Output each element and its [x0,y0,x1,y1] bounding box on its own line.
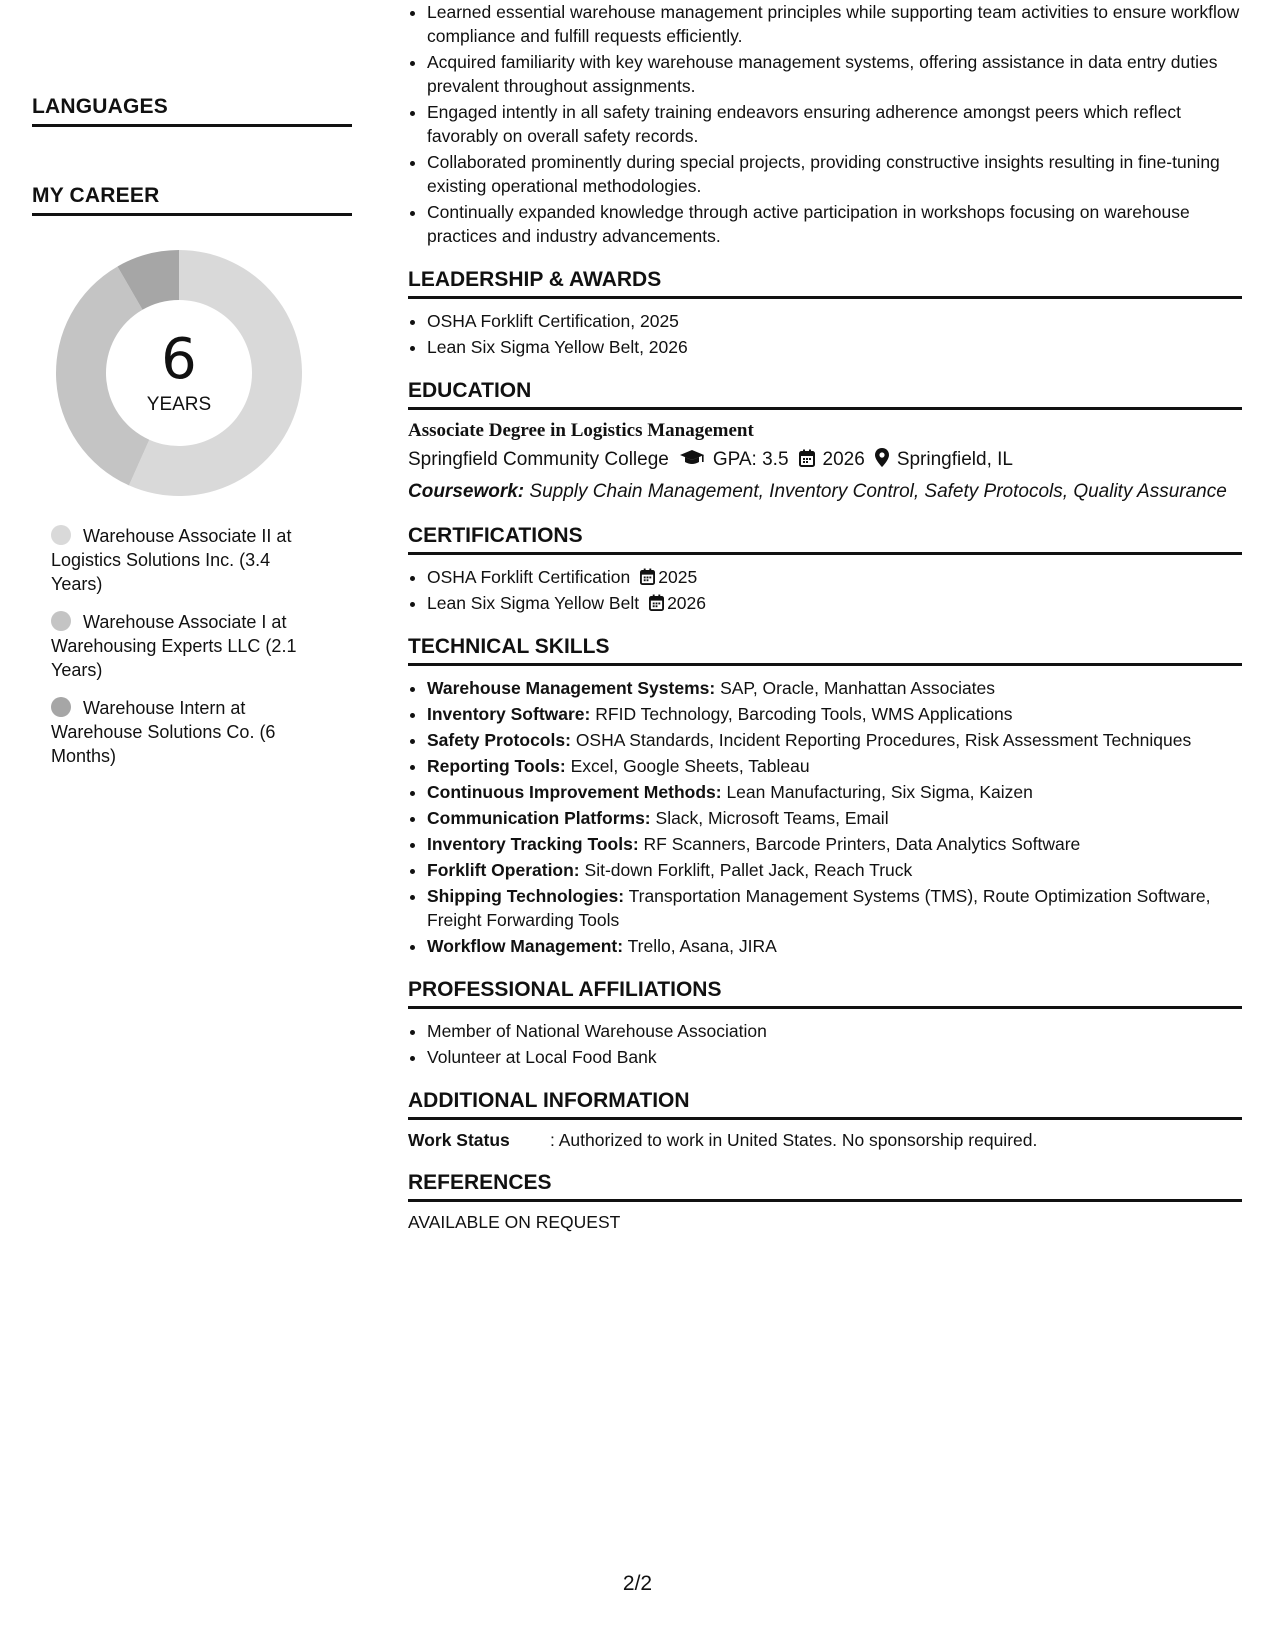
skill-label: Continuous Improvement Methods: [427,782,722,802]
leadership-item: • OSHA Forklift Certification, 2025 [427,309,1242,333]
career-donut-chart [54,248,304,498]
career-legend-label: Warehouse Associate II at Logistics Solutions Inc. (3.4 Years) [51,526,292,594]
education-coursework [408,480,1242,504]
additional-info-heading: ADDITIONAL INFORMATION [408,1089,1242,1120]
education-location: Springfield, IL [896,449,1013,470]
work-status-label: Work Status [408,1130,510,1150]
skill-label: Inventory Tracking Tools: [427,834,639,854]
work-status [408,1130,1242,1151]
education-details [408,448,1242,473]
work-status-value: : Authorized to work in United States. No sponsorship required. [550,1130,1038,1150]
skill-label: Shipping Technologies: [427,886,625,906]
experience-bullets [408,0,1242,248]
career-legend [51,524,321,768]
skill-item [427,884,1242,932]
skill-label: Safety Protocols: [427,730,571,750]
skill-value: Lean Manufacturing, Six Sigma, Kaizen [726,782,1033,802]
legend-dot-icon [51,611,71,631]
experience-bullet: • Continually expanded knowledge through active participation in workshops focusing on warehouse practices and industry advancements. [427,200,1242,248]
education-degree: Associate Degree in Logistics Management [408,420,754,441]
certification-year: 2025 [658,567,698,587]
calendar-icon [640,568,655,585]
graduation-cap-icon [679,449,705,473]
skill-item [427,702,1242,726]
skill-item [427,728,1242,752]
skill-value: Transportation Management Systems (TMS), Route Optimization Software, Freight Forwarding Tools [427,886,1211,930]
certification-item [427,591,1242,615]
leadership-heading: LEADERSHIP & AWARDS [408,268,1242,299]
main-content [408,0,1242,1233]
education-gpa: GPA: 3.5 [712,449,789,470]
skill-item [427,832,1242,856]
skill-value: RF Scanners, Barcode Printers, Data Analytics Software [643,834,1081,854]
skill-item [427,934,1242,958]
coursework-label: Coursework: [408,481,525,502]
affiliations-heading: PROFESSIONAL AFFILIATIONS [408,978,1242,1009]
skill-value: Sit-down Forklift, Pallet Jack, Reach Truck [584,860,913,880]
coursework-value: Supply Chain Management, Inventory Control, Safety Protocols, Quality Assurance [529,481,1227,502]
leadership-item: • Lean Six Sigma Yellow Belt, 2026 [427,335,1242,359]
page-number: 2/2 [622,1572,653,1595]
certification-year: 2026 [667,593,707,613]
certification-name: Lean Six Sigma Yellow Belt [427,593,640,613]
experience-bullet: • Collaborated prominently during special projects, providing constructive insights resulting in fine-tuning existing operational methodologies. [427,150,1242,198]
skill-label: Forklift Operation: [427,860,580,880]
skill-label: Warehouse Management Systems: [427,678,716,698]
career-years-value: 6 [161,327,197,392]
skill-item [427,754,1242,778]
career-legend-label: Warehouse Associate I at Warehousing Experts LLC (2.1 Years) [51,612,297,680]
calendar-icon [799,449,815,473]
career-legend-item [51,610,321,682]
affiliation-item: • Volunteer at Local Food Bank [427,1045,1242,1069]
certification-date [649,593,706,613]
career-years-label: YEARS [146,394,212,415]
legend-dot-icon [51,697,71,717]
skill-label: Inventory Software: [427,704,591,724]
skill-value: RFID Technology, Barcoding Tools, WMS Applications [595,704,1013,724]
references-heading: REFERENCES [408,1171,1242,1202]
certification-item [427,565,1242,589]
certifications-list [408,565,1242,615]
career-legend-item [51,696,321,768]
legend-dot-icon [51,525,71,545]
career-heading: MY CAREER [32,184,352,216]
skills-heading: TECHNICAL SKILLS [408,635,1242,666]
affiliation-item: • Member of National Warehouse Association [427,1019,1242,1043]
skill-label: Communication Platforms: [427,808,651,828]
skill-item [427,676,1242,700]
career-legend-item [51,524,321,596]
skill-item [427,858,1242,882]
location-pin-icon [875,448,889,473]
education-school: Springfield Community College [408,449,669,470]
affiliations-list [408,1019,1242,1069]
skill-item [427,780,1242,804]
experience-bullet: • Acquired familiarity with key warehouse management systems, offering assistance in data entry duties prevalent throughout assignments. [427,50,1242,98]
skill-value: Slack, Microsoft Teams, Email [655,808,889,828]
education-year: 2026 [822,449,865,470]
career-legend-label: Warehouse Intern at Warehouse Solutions Co. (6 Months) [51,698,276,766]
skill-value: OSHA Standards, Incident Reporting Procedures, Risk Assessment Techniques [575,730,1192,750]
certification-date [640,567,697,587]
skill-value: Excel, Google Sheets, Tableau [570,756,810,776]
skills-list [408,676,1242,958]
leadership-list [408,309,1242,359]
references-text: AVAILABLE ON REQUEST [408,1212,621,1232]
skill-label: Workflow Management: [427,936,624,956]
education-heading: EDUCATION [408,379,1242,410]
languages-heading: LANGUAGES [32,95,352,127]
skill-value: Trello, Asana, JIRA [627,936,777,956]
calendar-icon [649,594,664,611]
experience-bullet: • Engaged intently in all safety training endeavors ensuring adherence amongst peers which reflect favorably on overall safety records. [427,100,1242,148]
skill-value: SAP, Oracle, Manhattan Associates [720,678,996,698]
certifications-heading: CERTIFICATIONS [408,524,1242,555]
experience-bullet: • Learned essential warehouse management principles while supporting team activities to ensure workflow compliance and fulfill requests efficiently. [427,0,1242,48]
skill-item [427,806,1242,830]
skill-label: Reporting Tools: [427,756,566,776]
donut-center [54,248,304,498]
certification-name: OSHA Forklift Certification [427,567,631,587]
sidebar [32,0,352,782]
